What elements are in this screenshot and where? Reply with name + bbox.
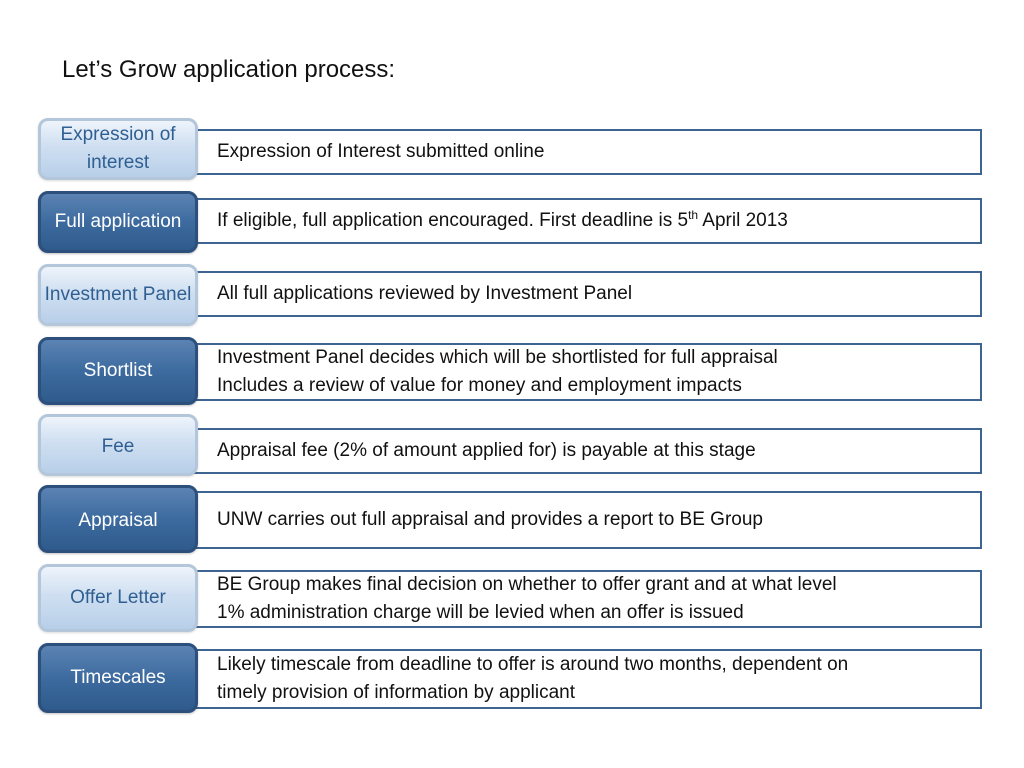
step-description [193,649,982,709]
superscript-text: th [688,208,699,222]
step-description [193,129,982,175]
description-text: If eligible, full application encouraged. First deadline is 5 [217,210,689,231]
step-description [193,198,982,244]
process-row-appraisal [38,485,984,553]
description-line: BE Group makes final decision on whether to offer grant and at what level [217,574,837,595]
description-line: timely provision of information by applicant [217,682,576,703]
step-label-full-application: Full application [38,191,198,253]
process-row-fee [38,414,984,476]
process-row-investment-panel [38,264,984,326]
step-label-appraisal: Appraisal [38,485,198,553]
process-row-timescales [38,643,984,713]
description-line: 1% administration charge will be levied when an offer is issued [217,602,744,623]
step-description [193,271,982,317]
process-row-full-application [38,191,984,253]
description-line [217,207,974,235]
description-line: Expression of Interest submitted online [217,141,545,162]
step-label-fee: Fee [38,414,198,476]
description-line: Appraisal fee (2% of amount applied for) is payable at this stage [217,440,756,461]
description-line: Investment Panel decides which will be shortlisted for full appraisal [217,347,778,368]
process-row-shortlist [38,337,984,405]
step-label-shortlist: Shortlist [38,337,198,405]
step-label-investment-panel: Investment Panel [38,264,198,326]
description-line: UNW carries out full appraisal and provides a report to BE Group [217,509,763,530]
description-line: All full applications reviewed by Investment Panel [217,283,633,304]
step-description [193,491,982,549]
process-row-offer-letter [38,564,984,632]
step-label-expression-of-interest: Expression of interest [38,118,198,180]
step-label-offer-letter: Offer Letter [38,564,198,632]
slide-title: Let’s Grow application process: [62,56,396,83]
step-label-timescales: Timescales [38,643,198,713]
step-description [193,570,982,628]
process-row-expression-of-interest [38,118,984,180]
description-text: April 2013 [698,210,788,231]
step-description [193,428,982,474]
step-description [193,343,982,401]
description-line: Likely timescale from deadline to offer is around two months, dependent on [217,654,849,675]
description-line: Includes a review of value for money and employment impacts [217,375,742,396]
